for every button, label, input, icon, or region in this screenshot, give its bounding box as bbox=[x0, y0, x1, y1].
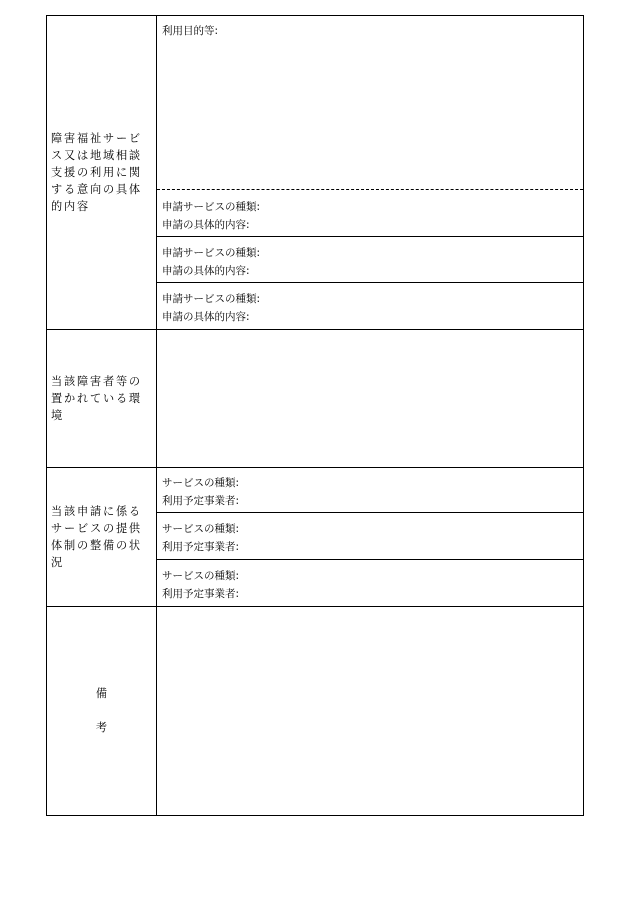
provision-field-3[interactable] bbox=[157, 560, 583, 606]
service-type-label: サービスの種類: bbox=[162, 523, 240, 535]
request-type-label: 申請サービスの種類: bbox=[162, 293, 261, 305]
provision-label: 当該申請に係るサービスの提供体制の整備の状況 bbox=[51, 504, 142, 569]
intent-row bbox=[47, 16, 583, 330]
environment-field[interactable] bbox=[157, 329, 583, 467]
provider-label: 利用予定事業者: bbox=[162, 495, 240, 507]
intent-content bbox=[157, 16, 583, 329]
request-content-label: 申請の具体的内容: bbox=[162, 311, 250, 323]
remarks-row bbox=[47, 606, 583, 815]
request-type-label: 申請サービスの種類: bbox=[162, 247, 261, 259]
provision-label-cell bbox=[47, 467, 157, 606]
remarks-label bbox=[47, 685, 156, 736]
purpose-label: 利用目的等: bbox=[162, 25, 219, 37]
provision-content bbox=[157, 467, 583, 606]
environment-label-cell bbox=[47, 329, 157, 467]
intent-label: 障害福祉サービス又は地域相談支援の利用に関する意向の具体的内容 bbox=[51, 132, 142, 213]
remarks-label-part2: 考 bbox=[95, 721, 108, 734]
service-type-label: サービスの種類: bbox=[162, 477, 240, 489]
provision-row bbox=[47, 467, 583, 607]
environment-label: 当該障害者等の置かれている環境 bbox=[51, 374, 142, 422]
request-content-label: 申請の具体的内容: bbox=[162, 219, 250, 231]
request-field-2[interactable] bbox=[157, 237, 583, 283]
request-type-label: 申請サービスの種類: bbox=[162, 201, 261, 213]
provider-label: 利用予定事業者: bbox=[162, 588, 240, 600]
provision-field-1[interactable] bbox=[157, 467, 583, 513]
request-field-3[interactable] bbox=[157, 283, 583, 329]
intent-label-cell bbox=[47, 16, 157, 329]
application-form-table bbox=[46, 15, 584, 816]
provision-field-2[interactable] bbox=[157, 513, 583, 560]
purpose-field[interactable] bbox=[157, 16, 583, 190]
request-content-label: 申請の具体的内容: bbox=[162, 265, 250, 277]
remarks-label-cell bbox=[47, 606, 157, 815]
remarks-field[interactable] bbox=[157, 606, 583, 815]
remarks-label-part1: 備 bbox=[95, 687, 108, 700]
service-type-label: サービスの種類: bbox=[162, 570, 240, 582]
provider-label: 利用予定事業者: bbox=[162, 541, 240, 553]
request-field-1[interactable] bbox=[157, 190, 583, 237]
environment-row bbox=[47, 329, 583, 468]
